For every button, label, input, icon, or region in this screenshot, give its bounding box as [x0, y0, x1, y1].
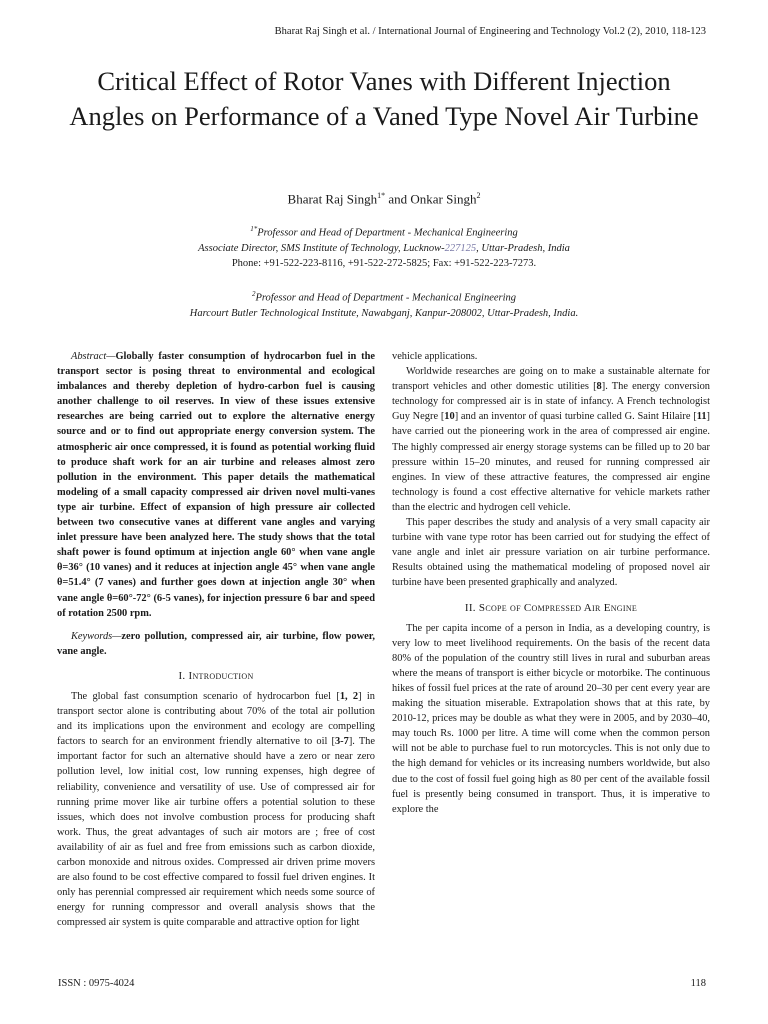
intro-p1-text-c-continued: vehicle applications. [392, 351, 478, 362]
footer-issn: ISSN : 0975-4024 [58, 978, 135, 989]
affiliation-2-role: Professor and Head of Department - Mechanical Engineering [255, 292, 517, 304]
left-column [57, 349, 375, 930]
author-2-sup: 2 [476, 191, 481, 200]
intro-paragraph-1-continued [392, 349, 710, 364]
abstract-text: Globally faster consumption of hydrocarbon fuel in the transport sector is posing threat to environmental and ecological imbalances and thereby depletion of hydro-carbon fuel is causing another challenge to oil reserves. In view of these issues extensive researches are being carried out to explore the alternative energy source and or to find out appropriate energy conversion system. The atmospheric air once compressed, it is found as potential working fluid to produce shaft work for an air turbine and releases almost zero pollution in the environment. This paper details the mathematical modeling of a small capacity compressed air driven novel multi-vanes type air turbine. Effect of expansion of high pressure air collected between two consecutive vanes at different vane angles and varying inlet pressure have been analyzed here. The study shows that the total shaft power is found optimum at injection angle 60° when vane angle θ=36° (10 vanes) and it reduces at injection angle 45° when vane angle θ=51.4° (7 vanes) and further goes down at injection angle 30° when vane angle θ=60°-72° (6-5 vanes), for injection pressure 6 bar and speed of rotation 2500 rpm. [57, 351, 375, 619]
citation-10[interactable]: 10 [444, 411, 455, 423]
keywords [57, 629, 375, 659]
intro-paragraph-2 [392, 364, 710, 515]
affiliation-1-institute: Associate Director, SMS Institute of Technology, Lucknow- [198, 242, 445, 254]
affiliation-2-line-2: Harcourt Butler Technological Institute, Nawabganj, Kanpur-208002, Uttar-Pradesh, India. [189, 307, 579, 319]
affiliation-1-line-1 [60, 222, 708, 241]
affiliation-1-sup: 1* [250, 225, 258, 233]
keywords-lead: Keywords— [71, 630, 122, 642]
citation-8[interactable]: 8 [596, 381, 602, 393]
running-head: Bharat Raj Singh et al. / International Journal of Engineering and Technology Vol.2 (2), 2010, 118-123 [274, 26, 706, 37]
footer-page-number: 118 [690, 978, 706, 989]
intro-p2-text-b: ]. The energy conversion technology for compressed air is in state of infancy. A French technologist Guy Negre [ [392, 381, 710, 423]
citation-1-2[interactable]: 1, 2 [339, 690, 359, 702]
author-1: Bharat Raj Singh [287, 191, 378, 207]
affiliation-1 [60, 222, 708, 271]
affiliation-1-state: , Uttar-Pradesh, India [476, 242, 570, 254]
affiliation-2-line-1 [60, 287, 708, 306]
affiliation-1-pin[interactable]: 227125 [444, 242, 477, 254]
intro-p2-text-c: ] and an inventor of quasi turbine called G. Saint Hilaire [ [454, 411, 697, 423]
citation-11[interactable]: 11 [696, 411, 707, 423]
author-conjunction: and [385, 191, 411, 207]
keywords-text: zero pollution, compressed air, air turbine, flow power, vane angle. [57, 630, 375, 657]
affiliation-2 [60, 287, 708, 321]
intro-p1-text-a: The global fast consumption scenario of hydrocarbon fuel [ [71, 690, 340, 702]
section-1-heading: I. Introduction [178, 669, 254, 682]
abstract [57, 349, 375, 621]
intro-p1-text-c: ]. The important factor for such an alternative should have a zero or near zero pollution level, low initial cost, low running expenses, high degree of reliability, convenience and versatility of use. Use of compressed air for running prime mover like air turbine offers a potential solution to these issues, which does not involve combustion process for producing shaft work. Thus, the great advantages of such air motors are ; free of cost availability of air as fuel and free from emissions such as carbon dioxide, carbon monoxide and nitrous oxides. Compressed air driven prime movers are also found to be cost effective compared to fossil fuel driven engines. It only has perennial compressed air requirement which needs some source of energy for running compressor and overall analysis shows that the compressed air system is quite comparable and attractive option for light [57, 736, 375, 929]
abstract-lead: Abstract— [71, 351, 116, 362]
intro-p2-text-a: Worldwide researches are going on to make a sustainable alternate for transport vehicles and other domestic utilities [ [392, 366, 710, 393]
author-1-sup: 1* [377, 191, 386, 200]
affiliation-1-contact: Phone: +91-522-223-8116, +91-522-272-5825; Fax: +91-522-223-7273. [231, 257, 537, 269]
intro-p1-text-b: ] in transport sector alone is contributing about 70% of the total air pollution and its implications upon the environment and ecology are compelling factors to search for an environment friendly alternative to oil [ [57, 690, 375, 748]
affiliation-2-sup: 2 [251, 290, 256, 298]
intro-paragraph-3: This paper describes the study and analysis of a very small capacity air turbine with vane type rotor has been carried out for studying the effect of vane angle and inlet air pressure variation on air turbine performance. Results obtained using the mathematical modeling of proposed novel air turbine have been presented graphically and analyzed. [392, 517, 710, 589]
scope-paragraph-1: The per capita income of a person in India, as a developing country, is very low to meet livelihood requirements. On the basis of the recent data 80% of the population of the country still lives in rural and suburban areas where the means of transport is either bicycle or motorbike. The continuous hikes of fossil fuel prices at the rate of around 20–30 per cent every year are making the situation miserable. Extrapolation shows that at this rate, by 2010-12, prices may be double as what they were in 2005, and by 2030–40, may touch Rs. 1000 per litre. A time will come when the common person will not be able to purchase fuel to run motorcycles. This is not only due to the high demand for vehicles or its increasing numbers worldwide, but also due to the cost of fossil fuel going high as 80 per cent of the available fossil fuel is presently being consumed in transport. Thus, it is imperative to explore the [392, 622, 710, 815]
paper-title: Critical Effect of Rotor Vanes with Different Injection Angles on Performance of a Vaned Type Novel Air Turbine [69, 66, 699, 131]
authors [60, 191, 708, 207]
section-2-heading: II. Scope of Compressed Air Engine [464, 601, 638, 614]
affiliation-1-role: Professor and Head of Department - Mechanical Engineering [257, 227, 518, 239]
citation-3-7[interactable]: 3-7 [334, 736, 349, 748]
author-2: Onkar Singh [410, 191, 477, 207]
affiliation-1-line-2 [60, 241, 708, 256]
right-column [392, 349, 710, 817]
intro-paragraph-1 [57, 689, 375, 931]
intro-p2-text-d: ] have carried out the pioneering work in the area of compressed air engine. The highly compressed air energy storage systems can be filled up to 20 bar pressure within 15–20 minutes, and reused for running compressed air engines. In view of these attractive features, the compressed air engine technology is found a cost effective alternative for vehicle markets rather than the electric and hydrogen cell vehicle. [392, 411, 710, 513]
